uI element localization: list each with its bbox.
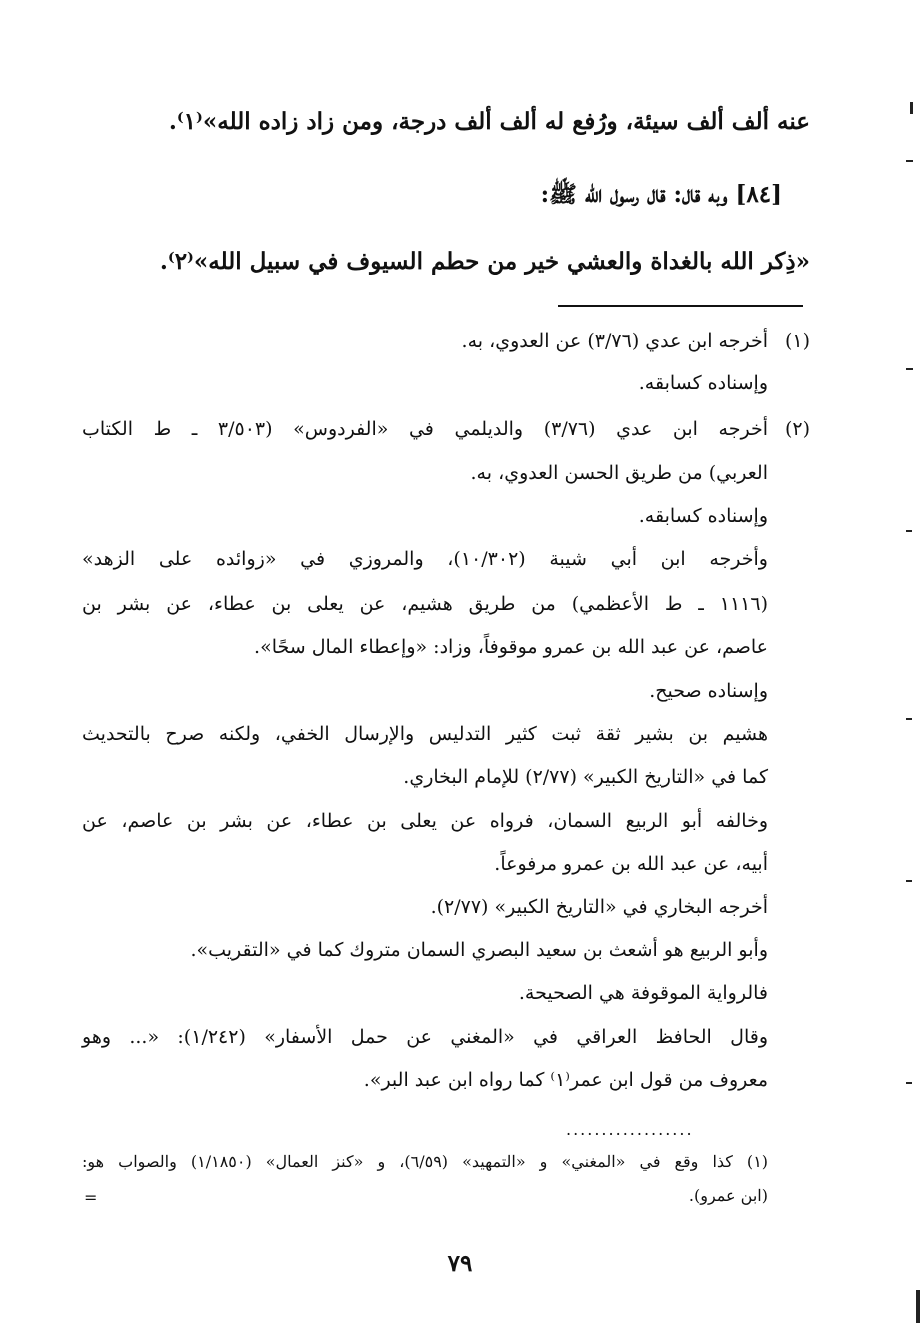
sub-footnote-line-1: (١) كذا وقع في «المغني» و «التمهيد» (٦/٥٩)، و «كنز العمال» (١/١٨٥٠) والصواب هو:	[82, 1152, 769, 1171]
footnote-2-number: (٢)	[784, 418, 810, 440]
footnote-1-line-1: أخرجه ابن عدي (٣/٧٦) عن العدوي، به.	[461, 330, 768, 352]
footnote-2-line-2: العربي) من طريق الحسن العدوي، به.	[470, 462, 768, 484]
footnote-2-line-8: هشيم بن بشير ثقة ثبت كثير التدليس والإرسال الخفي، ولكنه صرح بالتحديث	[82, 723, 768, 745]
main-text-line-1: عنه ألف ألف سيئة، ورُفع له ألف ألف درجة، ومن زاد زاده الله»⁽١⁾.	[168, 108, 810, 135]
scan-artifact-mark	[906, 718, 912, 720]
footnote-2-line-6: عاصم، عن عبد الله بن عمرو موقوفاً، وزاد: «وإعطاء المال سحًا».	[254, 636, 768, 658]
footnote-2-line-12: أخرجه البخاري في «التاريخ الكبير» (٢/٧٧).	[430, 896, 768, 918]
hadith-header: [٨٤] وبه قال: قال رسول الله ﷺ:	[540, 181, 782, 208]
scan-artifact-mark	[906, 160, 913, 162]
footnote-2-line-7: وإسناده صحيح.	[649, 680, 768, 702]
footnote-separator	[558, 305, 803, 307]
footnote-2-line-13: وأبو الربيع هو أشعث بن سعيد البصري السمان متروك كما في «التقريب».	[190, 939, 768, 961]
footnote-2-line-11: أبيه، عن عبد الله بن عمرو مرفوعاً.	[494, 853, 768, 875]
hadith-text: «ذِكر الله بالغداة والعشي خير من حطم السيوف في سبيل الله»⁽٢⁾.	[159, 248, 810, 275]
footnote-2-line-4: وأخرجه ابن أبي شيبة (١٠/٣٠٢)، والمروزي في «زوائده على الزهد»	[82, 548, 768, 570]
footnote-2-line-3: وإسناده كسابقه.	[638, 505, 768, 527]
footnote-2-line-14: فالرواية الموقوفة هي الصحيحة.	[518, 982, 768, 1004]
footnote-2-line-9: كما في «التاريخ الكبير» (٢/٧٧) للإمام البخاري.	[403, 766, 768, 788]
scan-edge-mark	[916, 1290, 920, 1323]
footnote-2-line-5: (١١١٦ ـ ط الأعظمي) من طريق هشيم، عن يعلى بن عطاء، عن بشر بن	[82, 593, 768, 615]
scan-artifact-mark	[910, 102, 913, 114]
sub-footnote-separator: ..................	[566, 1120, 694, 1139]
footnote-2-line-15: وقال الحافظ العراقي في «المغني عن حمل الأسفار» (١/٢٤٢): «... وهو	[82, 1026, 768, 1048]
sub-footnote-line-2: (ابن عمرو).	[688, 1186, 768, 1205]
scan-artifact-mark	[906, 880, 912, 882]
scan-artifact-mark	[906, 530, 912, 532]
page-number: ٧٩	[447, 1250, 473, 1277]
scan-artifact-mark	[906, 1082, 912, 1084]
continuation-mark: =	[84, 1188, 98, 1207]
footnote-1-line-2: وإسناده كسابقه.	[638, 372, 768, 394]
footnote-2-line-1: أخرجه ابن عدي (٣/٧٦) والديلمي في «الفردوس» (٣/٥٠٣ ـ ط الكتاب	[82, 418, 768, 440]
footnote-2-line-16: معروف من قول ابن عمر⁽١⁾ كما رواه ابن عبد البر».	[363, 1069, 768, 1091]
scan-artifact-mark	[906, 368, 913, 370]
footnote-1-number: (١)	[784, 330, 810, 352]
footnote-2-line-10: وخالفه أبو الربيع السمان، فرواه عن يعلى بن عطاء، عن بشر بن عاصم، عن	[82, 810, 768, 832]
